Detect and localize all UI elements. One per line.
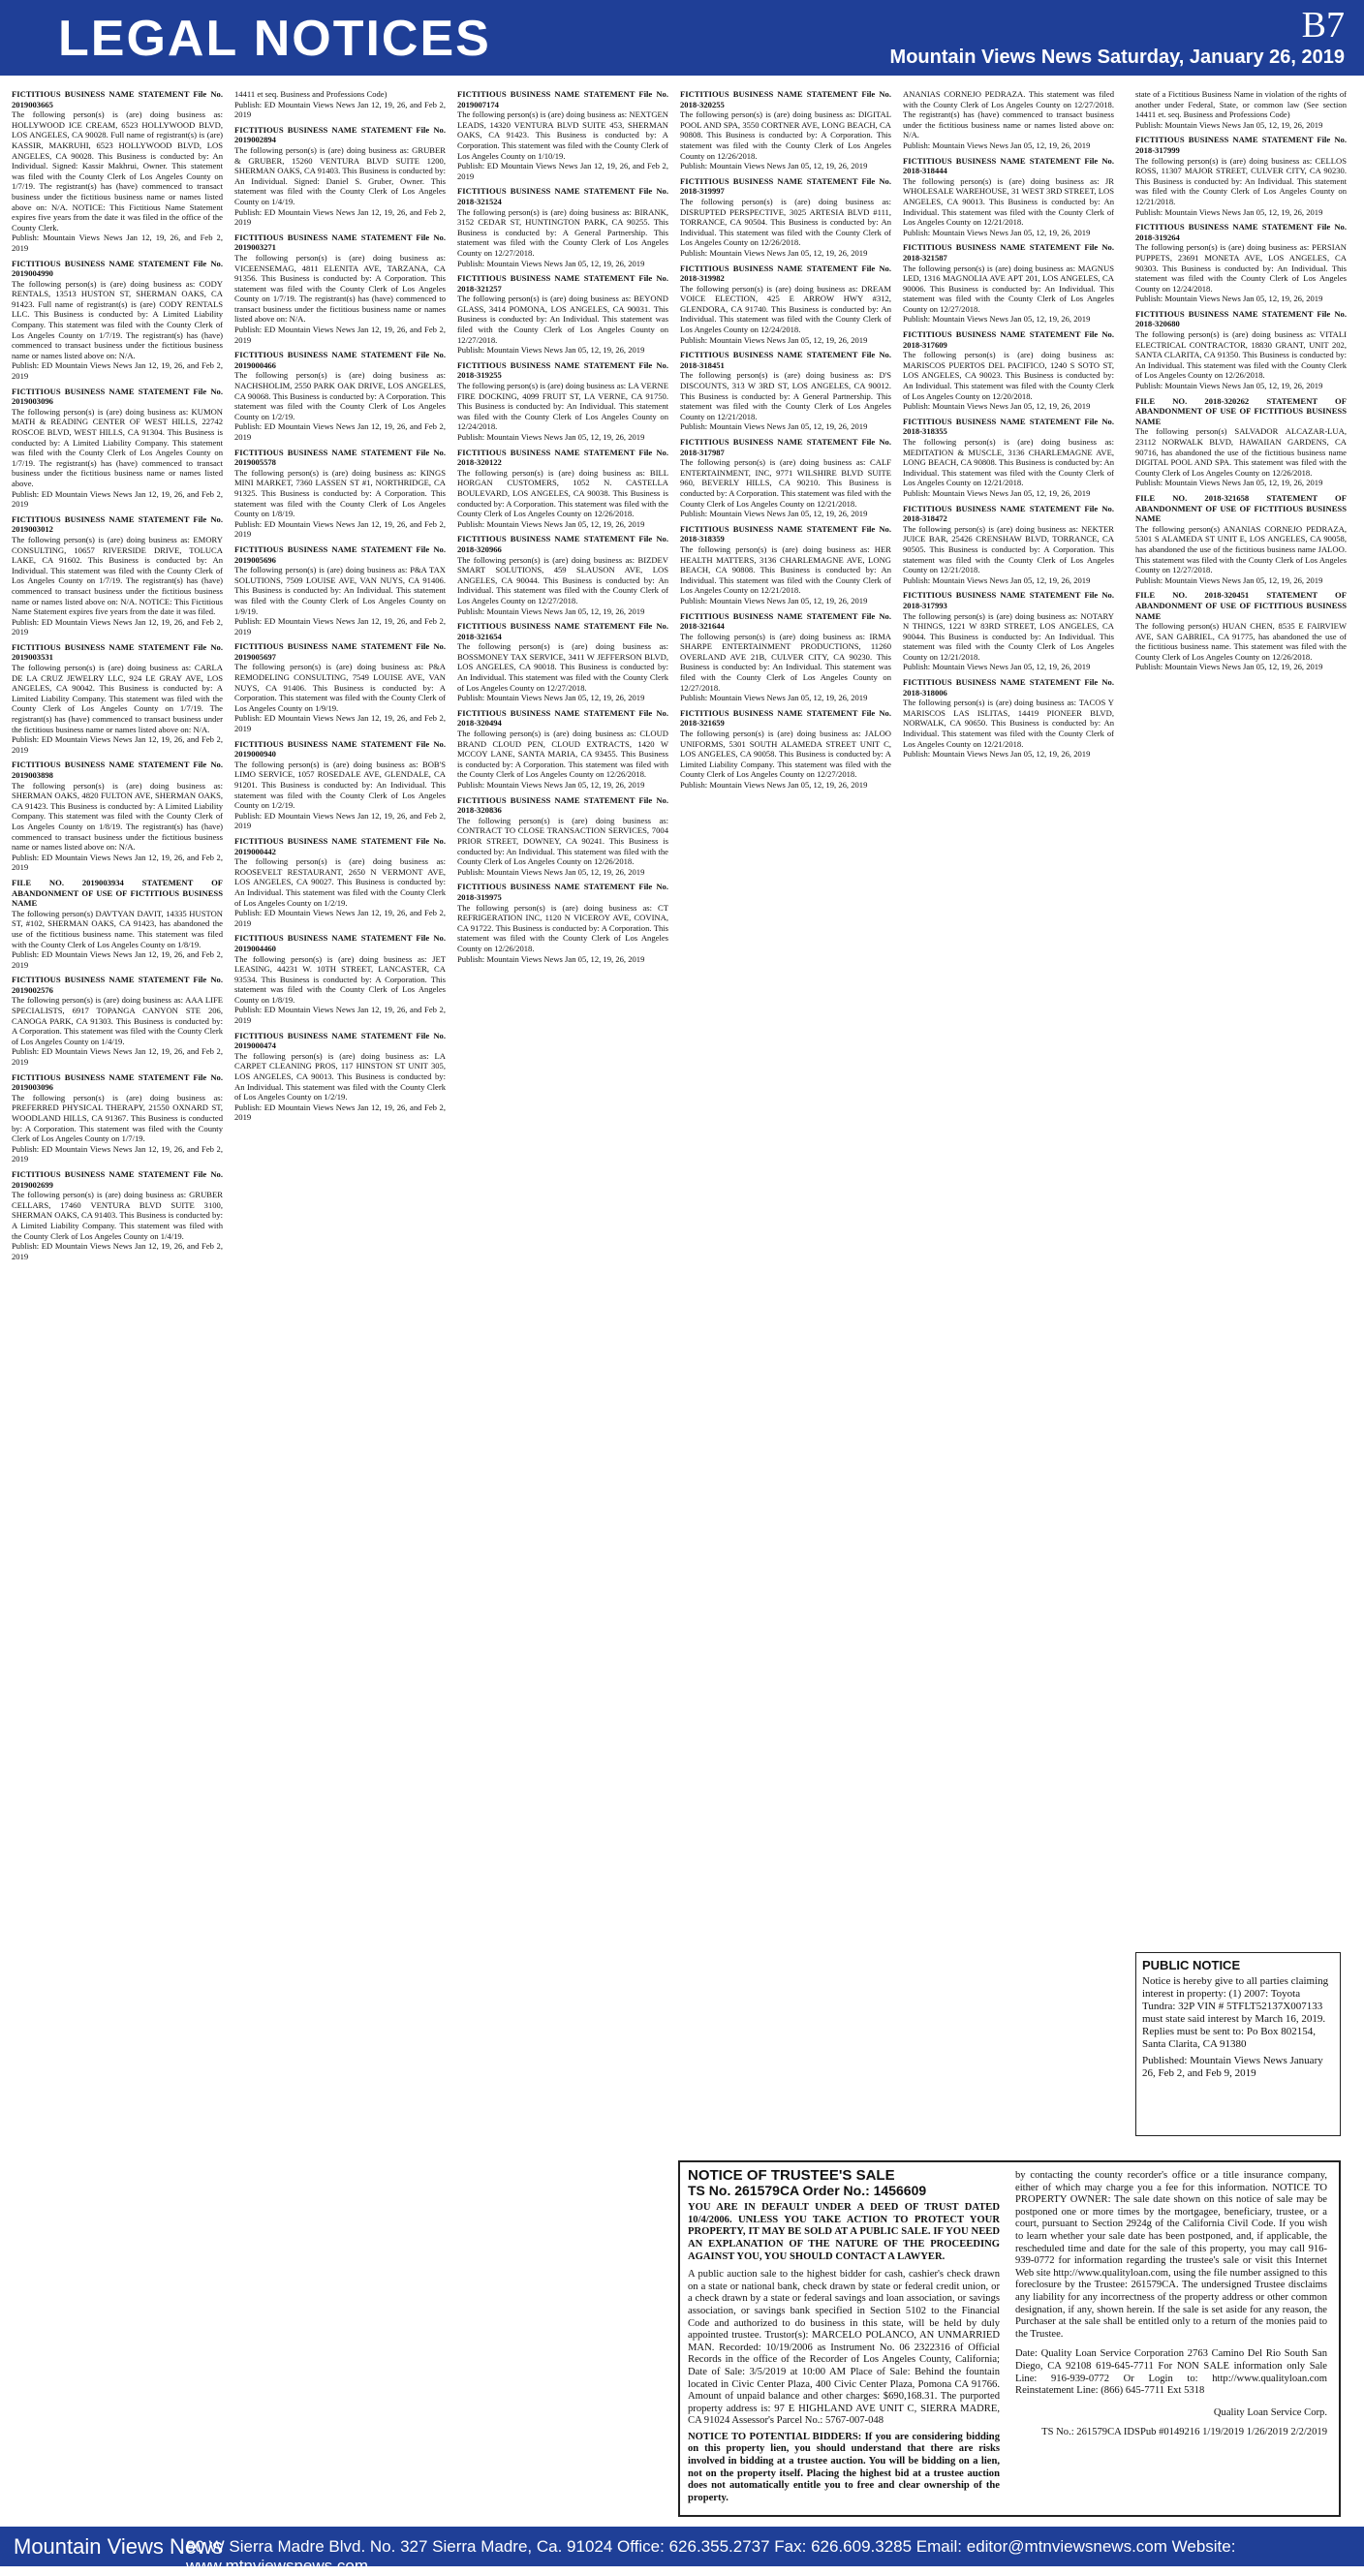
notice-heading: FICTITIOUS BUSINESS NAME STATEMENT File No. 2018-321644 bbox=[680, 610, 891, 632]
notice-heading: FICTITIOUS BUSINESS NAME STATEMENT File No. 2018-319255 bbox=[457, 359, 668, 381]
legal-notice bbox=[234, 125, 446, 228]
legal-notice bbox=[1135, 222, 1347, 304]
notice-heading: FICTITIOUS BUSINESS NAME STATEMENT File No. 2019003531 bbox=[12, 641, 223, 663]
notice-publish: Publish: Mountain Views News Jan 05, 12, 19, 26, 2019 bbox=[903, 140, 1091, 150]
notice-publish: Publish: ED Mountain Views News Jan 12, 19, 26, and Feb 2, 2019 bbox=[234, 616, 446, 636]
notice-heading: FICTITIOUS BUSINESS NAME STATEMENT File No. 2018-317987 bbox=[680, 437, 891, 457]
notice-heading: FICTITIOUS BUSINESS NAME STATEMENT File No. 2019000466 bbox=[234, 350, 446, 370]
notice-heading: FICTITIOUS BUSINESS NAME STATEMENT File No. 2018-321587 bbox=[903, 242, 1114, 263]
notice-body: The following person(s) is (are) doing business as: CONTRACT TO CLOSE TRANSACTION SERVICES, 7004 PRIOR STREET, DOWNEY, CA 90241. This Business is conducted by: An Individual. This statement was filed with the County Clerk of Los Angeles County on 12/26/2018. bbox=[457, 815, 668, 867]
notice-body: The following person(s) is (are) doing business as: BIZDEV SMART SOLUTIONS, 459 SLAUSON AVE, LOS ANGELES, CA 90044. This Business is conducted by: An Individual. This statement was filed with the County Clerk of Los Angeles County on 12/27/2018. bbox=[457, 554, 668, 605]
notice-heading: FICTITIOUS BUSINESS NAME STATEMENT File No. 2018-318451 bbox=[680, 350, 891, 370]
notice-body: The following person(s) is (are) doing business as: JALOO UNIFORMS, 5301 SOUTH ALAMEDA STREET UNIT C, LOS ANGELES, CA 90058. This Business is conducted by: A Limited Liability Company. This statement was filed with the County Clerk of Los Angeles County on 12/27/2018. bbox=[680, 729, 891, 780]
notice-body: The following person(s) ANANIAS CORNEJO PEDRAZA, 5301 S ALAMEDA ST UNIT E, LOS ANGELES, CA 90058, has abandoned the use of the fictitious business name JALOO. This statement was filed with the County Clerk of Los Angeles County on 12/27/2018. bbox=[1135, 523, 1347, 575]
notice-body: The following person(s) is (are) doing business as: VICEENSEMAG, 4811 ELENITA AVE, TARZANA, CA 91356. This Business is conducted by: A Corporation. This statement was filed with the County Clerk of Los Angeles County on 1/7/19. The registrant(s) has (have) commenced to transact business under the fictitious business name or names listed above on: N/A. bbox=[234, 252, 446, 325]
notice-body: The following person(s) is (are) doing business as: P&A TAX SOLUTIONS, 7509 LOUISE AVE, VAN NUYS, CA 91406. This Business is conducted by: An Individual. This statement was filed with the County Clerk of Los Angeles County on 1/9/19. bbox=[234, 565, 446, 616]
notice-heading: FICTITIOUS BUSINESS NAME STATEMENT File No. 2019003012 bbox=[12, 513, 223, 535]
legal-notice bbox=[12, 642, 223, 756]
notice-publish: Publish: Mountain Views News Jan 05, 12, 19, 26, 2019 bbox=[1135, 294, 1323, 304]
notice-body: The following person(s) SALVADOR ALCAZAR-LUA, 23112 NORWALK BLVD, HAWAIIAN GARDENS, CA 90716, has abandoned the use of the fictitious business name DIGITAL POOL AND SPA. This statement was filed with the County Clerk of Los Angeles County on 12/26/2018. bbox=[1135, 426, 1347, 478]
notice-publish: Publish: Mountain Views News Jan 05, 12, 19, 26, 2019 bbox=[1135, 119, 1323, 130]
notice-body: The following person(s) is (are) doing business as: NEKTER JUICE BAR, 25426 CRENSHAW BLVD, TORRANCE, CA 90505. This Business is conducted by: A Corporation. This statement was filed with the County Clerk of Los Angeles County on 12/21/2018. bbox=[903, 523, 1114, 575]
notice-publish: Publish: Mountain Views News Jan 05, 12, 19, 26, 2019 bbox=[457, 345, 645, 356]
notice-publish: Publish: Mountain Views News Jan 12, 19, 26, and Feb 2, 2019 bbox=[12, 233, 223, 253]
notice-publish: Publish: Mountain Views News Jan 05, 12, 19, 26, 2019 bbox=[903, 314, 1091, 325]
notice-columns bbox=[12, 89, 1352, 2521]
legal-notice bbox=[12, 975, 223, 1067]
notice-body: The following person(s) is (are) doing business as: NEXTGEN LEADS, 14320 VENTURA BLVD SUITE 453, SHERMAN OAKS, CA 91423. This Business is conducted by: A Corporation. This statement was filed with the County Clerk of Los Angeles County on 1/10/19. bbox=[457, 109, 668, 161]
notice-body: The following person(s) is (are) doing business as: BIRANK, 3152 CEDAR ST, HUNTINGTON PARK, CA 90255. This Business is conducted by: A General Partnership. This statement was filed with the County Clerk of Los Angeles County on 12/27/2018. bbox=[457, 206, 668, 258]
notice-body: The following person(s) is (are) doing business as: P&A REMODELING CONSULTING, 7549 LOUISE AVE, VAN NUYS, CA 91406. This Business is conducted by: A Corporation. This statement was filed with the County Clerk of Los Angeles County on 1/9/19. bbox=[234, 662, 446, 713]
legal-notice bbox=[680, 524, 891, 606]
legal-notice bbox=[903, 677, 1114, 760]
notice-body: The following person(s) is (are) doing business as: VITALI ELECTRICAL CONTRACTOR, 18830 GRANT, UNIT 202, SANTA CLARITA, CA 91350. This Business is conducted by: An Individual. This statement was filed with the County Clerk of Los Angeles County on 12/26/2018. bbox=[1135, 329, 1347, 381]
notice-heading: FILE NO. 2019003934 STATEMENT OF ABANDONMENT OF USE OF FICTITIOUS BUSINESS NAME bbox=[12, 877, 223, 909]
notice-heading: FICTITIOUS BUSINESS NAME STATEMENT File No. 2018-320966 bbox=[457, 534, 668, 554]
legal-notice bbox=[903, 242, 1114, 325]
notice-body: The following person(s) is (are) doing business as: JET LEASING, 44231 W. 10TH STREET, LANCASTER, CA 93534. This Business is conducted by: A Corporation. This statement was filed with the County Clerk of Los Angeles County on 1/8/19. bbox=[234, 953, 446, 1005]
notice-publish: Publish: ED Mountain Views News Jan 12, 19, 26, and Feb 2, 2019 bbox=[12, 360, 223, 382]
notice-publish: Publish: Mountain Views News Jan 05, 12, 19, 26, 2019 bbox=[457, 432, 645, 442]
notice-body: The following person(s) is (are) doing business as: MAGNUS LED, 1316 MAGNOLIA AVE APT 201, LOS ANGELES, CA 90006. This Business is conducted by: An Individual. This statement was filed with the County Clerk of Los Angeles County on 12/27/2018. bbox=[903, 263, 1114, 314]
notice-body: The following person(s) is (are) doing business as: CODY RENTALS, 13513 HUSTON ST, SHERMAN OAKS, CA 91423. Full name of registrant(s) is (are) CODY RENTALS LLC. This Business is conducted by: A Limited Liability Company. This statement was filed with the County Clerk of Los Angeles County on 1/7/19. The registrant(s) has (have) commenced to transact business under the fictitious business name or names listed above on: N/A. bbox=[12, 278, 223, 360]
notice-heading: FILE NO. 2018-321658 STATEMENT OF ABANDONMENT OF USE OF FICTITIOUS BUSINESS NAME bbox=[1135, 492, 1347, 524]
public-notice-heading: PUBLIC NOTICE bbox=[1142, 1958, 1241, 1972]
trustee-ts-number: TS No. 261579CA Order No.: 1456609 bbox=[688, 2182, 927, 2198]
trustee-warning: YOU ARE IN DEFAULT UNDER A DEED OF TRUST DATED 10/4/2006. UNLESS YOU TAKE ACTION TO PROTECT YOUR PROPERTY, IT MAY BE SOLD AT A PUBLIC SALE. IF YOU NEED AN EXPLANATION OF THE NATURE OF THE PROCEEDING AGAINST YOU, YOU SHOULD CONTACT A LAWYER. bbox=[688, 2202, 1000, 2262]
legal-notice bbox=[903, 504, 1114, 586]
legal-notice bbox=[680, 437, 891, 519]
trustee-col-1 bbox=[688, 2167, 1000, 2504]
notice-heading: FICTITIOUS BUSINESS NAME STATEMENT File No. 2018-317609 bbox=[903, 329, 1114, 350]
footer-paper-name: Mountain Views News bbox=[14, 2534, 224, 2559]
notice-heading: FICTITIOUS BUSINESS NAME STATEMENT File No. 2018-318359 bbox=[680, 523, 891, 544]
notice-heading: FICTITIOUS BUSINESS NAME STATEMENT File No. 2018-319975 bbox=[457, 882, 668, 902]
notice-body: The following person(s) DAVTYAN DAVIT, 14335 HUSTON ST, #102, SHERMAN OAKS, CA 91423, has abandoned the use of the fictitious business name. This statement was filed with the County Clerk of Los Angeles County on 1/8/19. bbox=[12, 908, 223, 949]
notice-publish: Publish: ED Mountain Views News Jan 12, 19, 26, and Feb 2, 2019 bbox=[234, 1005, 446, 1026]
notice-publish: Publish: Mountain Views News Jan 05, 12, 19, 26, 2019 bbox=[680, 693, 868, 703]
legal-notice bbox=[234, 233, 446, 346]
notice-body: The following person(s) is (are) doing business as: BOSSMONEY TAX SERVICE, 3411 W JEFFERSON BLVD, LOS ANGELES, CA 90018. This Business is conducted by: An Individual. This statement was filed with the County Clerk of Los Angeles County on 12/27/2018. bbox=[457, 641, 668, 693]
legal-notice bbox=[903, 417, 1114, 499]
notice-publish: Publish: Mountain Views News Jan 05, 12, 19, 26, 2019 bbox=[903, 574, 1091, 585]
notice-publish: Publish: Mountain Views News Jan 05, 12, 19, 26, 2019 bbox=[680, 780, 868, 790]
notice-publish: Publish: Mountain Views News Jan 05, 12, 19, 26, 2019 bbox=[903, 749, 1091, 760]
notice-publish: Publish: Mountain Views News Jan 05, 12, 19, 26, 2019 bbox=[1135, 574, 1323, 585]
legal-notice bbox=[457, 89, 668, 181]
notice-publish: Publish: Mountain Views News Jan 05, 12, 19, 26, 2019 bbox=[457, 605, 645, 616]
notice-body: The following person(s) is (are) doing business as: DISRUPTED PERSPECTIVE, 3025 ARTESIA BLVD #111, TORRANCE, CA 90504. This Business is conducted by: An Individual. This statement was filed with the County Clerk of Los Angeles County on 12/26/2018. bbox=[680, 196, 891, 248]
notice-publish: Publish: ED Mountain Views News Jan 12, 19, 26, and Feb 2, 2019 bbox=[12, 616, 223, 637]
notice-publish: Publish: ED Mountain Views News Jan 12, 19, 26, and Feb 2, 2019 bbox=[234, 421, 446, 442]
notice-publish: Publish: ED Mountain Views News Jan 12, 19, 26, and Feb 2, 2019 bbox=[234, 1102, 446, 1123]
legal-notice bbox=[903, 329, 1114, 412]
legal-notice bbox=[1135, 89, 1347, 130]
notice-heading: FICTITIOUS BUSINESS NAME STATEMENT File No. 2018-318472 bbox=[903, 503, 1114, 524]
notice-body: The following person(s) is (are) doing business as: BILL HORGAN CUSTOMERS, 1052 N. CASTELLA BOULEVARD, LOS ANGELES, CA 90038. This Business is conducted by: A Corporation. This statement was filed with the County Clerk of Los Angeles County on 12/26/2018. bbox=[457, 467, 668, 519]
issue-line: Mountain Views News Saturday, January 26, 2019 bbox=[889, 47, 1345, 68]
notice-publish: Publish: Mountain Views News Jan 05, 12, 19, 26, 2019 bbox=[680, 595, 868, 605]
notice-publish: Publish: Mountain Views News Jan 05, 12, 19, 26, 2019 bbox=[680, 161, 868, 171]
legal-notice bbox=[12, 89, 223, 254]
notice-publish: Publish: ED Mountain Views News Jan 12, 19, 26, and Feb 2, 2019 bbox=[234, 206, 446, 228]
legal-notice bbox=[12, 387, 223, 510]
public-notice-box bbox=[1135, 1952, 1341, 2136]
notice-body: The following person(s) is (are) doing business as: CALF ENTERTAINMENT, INC, 9771 WILSHIRE BLVD SUITE 960, BEVERLY HILLS, CA 90210. This Business is conducted by: A Corporation. This statement was filed with the County Clerk of Los Angeles County on 12/21/2018. bbox=[680, 457, 891, 509]
legal-notice bbox=[680, 264, 891, 346]
trustee-sale-notice bbox=[678, 2160, 1341, 2517]
legal-notice bbox=[12, 514, 223, 637]
notice-heading: FICTITIOUS BUSINESS NAME STATEMENT File No. 2018-318006 bbox=[903, 677, 1114, 698]
notice-heading: FICTITIOUS BUSINESS NAME STATEMENT File No. 2018-319982 bbox=[680, 263, 891, 284]
legal-notice bbox=[234, 1031, 446, 1123]
notice-publish: Publish: ED Mountain Views News Jan 12, 19, 26, and Feb 2, 2019 bbox=[12, 1046, 223, 1068]
notice-heading: FICTITIOUS BUSINESS NAME STATEMENT File No. 2019002699 bbox=[12, 1168, 223, 1190]
notice-publish: Publish: Mountain Views News Jan 05, 12, 19, 26, 2019 bbox=[457, 866, 645, 877]
notice-body: The following person(s) is (are) doing business as: NOTARY N THINGS, 1221 W 83RD STREET, LOS ANGELES, CA 90044. This Business is conducted by: An Individual. This statement was filed with the County Clerk of Los Angeles County on 12/21/2018. bbox=[903, 610, 1114, 662]
notice-heading: FICTITIOUS BUSINESS NAME STATEMENT File No. 2019002894 bbox=[234, 124, 446, 145]
page-footer bbox=[0, 2527, 1364, 2575]
notice-heading: FICTITIOUS BUSINESS NAME STATEMENT File No. 2018-320494 bbox=[457, 707, 668, 729]
notice-heading: FICTITIOUS BUSINESS NAME STATEMENT File No. 2018-321257 bbox=[457, 273, 668, 294]
notice-publish: Publish: ED Mountain Views News Jan 12, 19, 26, and Feb 2, 2019 bbox=[234, 908, 446, 928]
legal-notice bbox=[457, 360, 668, 443]
legal-notice bbox=[234, 350, 446, 442]
legal-notice bbox=[12, 1169, 223, 1261]
notice-publish: Publish: Mountain Views News Jan 05, 12, 19, 26, 2019 bbox=[680, 509, 868, 519]
legal-notice bbox=[234, 448, 446, 540]
notice-heading: FICTITIOUS BUSINESS NAME STATEMENT File No. 2019002576 bbox=[12, 975, 223, 995]
legal-notice bbox=[680, 611, 891, 703]
notice-publish: Publish: ED Mountain Views News Jan 12, 19, 26, and Feb 2, 2019 bbox=[234, 325, 446, 345]
legal-notice bbox=[903, 590, 1114, 672]
legal-notice bbox=[680, 708, 891, 791]
trustee-potential-bidders: NOTICE TO POTENTIAL BIDDERS: If you are considering bidding on this property lien, you should understand that there are risks involved in bidding at a trustee auction. You will be bidding on a lien, not on the property itself. Placing the highest bid at a trustee auction does not automatically entitle you to free and clear ownership of the property. bbox=[688, 2431, 1000, 2503]
notice-publish: Publish: ED Mountain Views News Jan 12, 19, 26, and Feb 2, 2019 bbox=[234, 518, 446, 540]
notice-publish: Publish: Mountain Views News Jan 05, 12, 19, 26, 2019 bbox=[680, 334, 868, 345]
notice-heading: FICTITIOUS BUSINESS NAME STATEMENT File No. 2018-320836 bbox=[457, 794, 668, 816]
notice-body: The following person(s) HUAN CHEN, 8535 E FAIRVIEW AVE, SAN GABRIEL, CA 91775, has abandoned the use of the fictitious business name. This statement was filed with the County Clerk of Los Angeles County on 12/26/2018. bbox=[1135, 621, 1347, 662]
legal-notice bbox=[457, 795, 668, 878]
notice-heading: FICTITIOUS BUSINESS NAME STATEMENT File No. 2018-321659 bbox=[680, 707, 891, 729]
notice-body: state of a Fictitious Business Name in violation of the rights of another under Federal, State, or common law (See section 14411 et. seq. Business and Professions Code) bbox=[1135, 89, 1347, 120]
notice-body: The following person(s) is (are) doing business as: GRUBER & GRUBER, 15260 VENTURA BLVD SUITE 1200, SHERMAN OAKS, CA 91403. This Business is conducted by: An Individual. Signed: Daniel S. Gruber, Owner. This statement was filed with the County Clerk of Los Angeles County on 1/4/19. bbox=[234, 144, 446, 206]
notice-heading: FICTITIOUS BUSINESS NAME STATEMENT File No. 2019003898 bbox=[12, 760, 223, 780]
notice-body: The following person(s) is (are) doing business as: HOLLYWOOD ICE CREAM, 6523 HOLLYWOOD BLVD, LOS ANGELES, CA 90028. Full name of registrant(s) is (are) KASSIR, MAKRUHI, 6523 HOLLYWOOD BLVD, LOS ANGELES, CA 90028. This Business is conducted by: An Individual. Signed: Kassir Makhrui, Owner. This statement was filed with the County Clerk of Los Angeles County on 1/7/19. The registrant(s) has (have) commenced to transact business under the fictitious business name or names listed above on: N/A. NOTICE: This Fictitious Name Statement expires five years from the date it was filed in the office of the County Clerk. bbox=[12, 109, 223, 233]
notice-heading: FICTITIOUS BUSINESS NAME STATEMENT File No. 2019003096 bbox=[12, 386, 223, 407]
notice-publish: Publish: ED Mountain Views News Jan 12, 19, 26, and Feb 2, 2019 bbox=[12, 949, 223, 970]
trustee-col-2 bbox=[1015, 2170, 1327, 2439]
legal-notice bbox=[903, 156, 1114, 238]
notice-body: The following person(s) is (are) doing business as: JR WHOLESALE WAREHOUSE, 31 WEST 3RD STREET, LOS ANGELES, CA 90013. This Business is conducted by: An Individual. This statement was filed with the County Clerk of Los Angeles County on 12/21/2018. bbox=[903, 175, 1114, 228]
notice-publish: Publish: Mountain Views News Jan 05, 12, 19, 26, 2019 bbox=[680, 247, 868, 258]
footer-address: 80 W Sierra Madre Blvd. No. 327 Sierra Madre, Ca. 91024 Office: 626.355.2737 Fax: 626.609.3285 Email: editor@mtnviewsnews.com Website: www.mtnviewsnews.com bbox=[186, 2537, 1236, 2575]
notice-body: The following person(s) is (are) doing business as: AAA LIFE SPECIALISTS, 6917 TOPANGA CANYON STE 206, CANOGA PARK, CA 91303. This Business is conducted by: A Corporation. This statement was filed with the County Clerk of Los Angeles County on 1/4/19. bbox=[12, 995, 223, 1046]
legal-notice bbox=[457, 708, 668, 791]
notice-heading: FICTITIOUS BUSINESS NAME STATEMENT File No. 2019004990 bbox=[12, 258, 223, 279]
legal-notice bbox=[234, 544, 446, 636]
public-notice-publish: Published: Mountain Views News January 26, Feb 2, and Feb 9, 2019 bbox=[1142, 2055, 1323, 2079]
notice-body: The following person(s) is (are) doing business as: DREAM VOICE ELECTION, 425 E ARROW HWY #312, GLENDORA, CA 91740. This Business is conducted by: An Individual. This statement was filed with the County Clerk of Los Angeles County on 12/24/2018. bbox=[680, 283, 891, 335]
legal-notice bbox=[680, 350, 891, 432]
notice-body: The following person(s) is (are) doing business as: PREFERRED PHYSICAL THERAPY, 21550 OXNARD ST, WOODLAND HILLS, CA 91367. This Business is conducted by: A Corporation. This statement was filed with the County Clerk of Los Angeles County on 1/7/19. bbox=[12, 1092, 223, 1144]
legal-notice bbox=[12, 259, 223, 382]
notice-publish: Publish: ED Mountain Views News Jan 12, 19, 26, and Feb 2, 2019 bbox=[234, 713, 446, 734]
notice-body: The following person(s) is (are) doing business as: PERSIAN PUPPETS, 23691 MONETA AVE, LOS ANGELES, CA 90303. This Business is conducted by: An Individual. This statement was filed with the County Clerk of Los Angeles County on 12/24/2018. bbox=[1135, 242, 1347, 294]
column-3 bbox=[457, 89, 668, 2521]
notice-publish: Publish: ED Mountain Views News Jan 12, 19, 26, and Feb 2, 2019 bbox=[234, 810, 446, 831]
notice-publish: Publish: Mountain Views News Jan 05, 12, 19, 26, 2019 bbox=[903, 487, 1091, 498]
notice-heading: FICTITIOUS BUSINESS NAME STATEMENT File No. 2018-317999 bbox=[1135, 135, 1347, 155]
notice-publish: Publish: Mountain Views News Jan 05, 12, 19, 26, 2019 bbox=[457, 258, 645, 268]
column-5 bbox=[903, 89, 1114, 2521]
notice-publish: Publish: ED Mountain Views News Jan 12, 19, 26, and Feb 2, 2019 bbox=[12, 488, 223, 510]
notice-body: The following person(s) is (are) doing business as: BOB'S LIMO SERVICE, 1057 ROSEDALE AVE, GLENDALE, CA 91201. This Business is conducted by: An Individual. This statement was filed with the County Clerk of Los Angeles County on 1/2/19. bbox=[234, 759, 446, 811]
trustee-contact: Date: Quality Loan Service Corporation 2763 Camino Del Rio South San Diego, CA 92108 619-645-7711 For NON SALE information only Sale Line: 916-939-0772 Or Login to: http://www.qualityloan.com Reinstatement Line: (866) 645-7711 Ext 5318 bbox=[1015, 2348, 1327, 2397]
legal-notice bbox=[12, 1072, 223, 1164]
notice-heading: FICTITIOUS BUSINESS NAME STATEMENT File No. 2018-318444 bbox=[903, 155, 1114, 176]
notice-body: The following person(s) is (are) doing business as: LA VERNE FIRE DOCKING, 4099 FRUIT ST, LA VERNE, CA 91750. This Business is conducted by: An Individual. This statement was filed with the County Clerk of Los Angeles County on 12/24/2018. bbox=[457, 381, 668, 432]
column-2 bbox=[234, 89, 446, 2521]
legal-notice bbox=[903, 89, 1114, 151]
notice-heading: FICTITIOUS BUSINESS NAME STATEMENT File No. 2018-317993 bbox=[903, 590, 1114, 610]
notice-heading: FICTITIOUS BUSINESS NAME STATEMENT File No. 2019005697 bbox=[234, 641, 446, 662]
notice-heading: FILE NO. 2018-320262 STATEMENT OF ABANDONMENT OF USE OF FICTITIOUS BUSINESS NAME bbox=[1135, 395, 1347, 426]
notice-body: The following person(s) is (are) doing business as: EMORY CONSULTING, 10657 RIVERSIDE DRIVE, TOLUCA LAKE, CA 91602. This Business is conducted by: An Individual. This statement was filed with the County Clerk of Los Angeles County on 1/7/19. The registrant(s) has (have) commenced to transact business under the fictitious business name or names listed above on: N/A. NOTICE: This Fictitious Name Statement expires five years from the date it was filed. bbox=[12, 534, 223, 617]
legal-notice bbox=[457, 882, 668, 964]
column-6 bbox=[1135, 89, 1347, 1930]
notice-body: The following person(s) is (are) doing business as: IRMA SHARPE ENTERTAINMENT PRODUCTIONS, 11260 OVERLAND AVE 21B, CULVER CITY, CA 90230. This Business is conducted by: An Individual. This statement was filed with the County Clerk of Los Angeles County on 12/27/2018. bbox=[680, 631, 891, 693]
notice-heading: FICTITIOUS BUSINESS NAME STATEMENT File No. 2019005696 bbox=[234, 543, 446, 565]
legal-notice bbox=[1135, 590, 1347, 672]
notice-publish: Publish: Mountain Views News Jan 05, 12, 19, 26, 2019 bbox=[457, 780, 645, 790]
legal-notice bbox=[234, 933, 446, 1025]
notice-heading: FICTITIOUS BUSINESS NAME STATEMENT File No. 2019003271 bbox=[234, 232, 446, 253]
notice-body: The following person(s) is (are) doing business as: GRUBER CELLARS, 17460 VENTURA BLVD SUITE 3100, SHERMAN OAKS, CA 91403. This Business is conducted by: A Limited Liability Company. This statement was filed with the County Clerk of Los Angeles County on 1/4/19. bbox=[12, 1190, 223, 1241]
notice-heading: FICTITIOUS BUSINESS NAME STATEMENT File No. 2019004460 bbox=[234, 933, 446, 953]
legal-notice bbox=[457, 534, 668, 616]
legal-notice bbox=[457, 273, 668, 356]
notice-heading: FICTITIOUS BUSINESS NAME STATEMENT File No. 2018-320122 bbox=[457, 447, 668, 468]
notice-publish: Publish: Mountain Views News Jan 05, 12, 19, 26, 2019 bbox=[457, 518, 645, 529]
notice-heading: FICTITIOUS BUSINESS NAME STATEMENT File No. 2019005578 bbox=[234, 447, 446, 468]
notice-publish: Publish: Mountain Views News Jan 05, 12, 19, 26, 2019 bbox=[903, 662, 1091, 672]
notice-publish: Publish: ED Mountain Views News Jan 12, 19, 26, and Feb 2, 2019 bbox=[457, 161, 668, 181]
legal-notice bbox=[1135, 396, 1347, 488]
legal-notice bbox=[680, 89, 891, 171]
notice-body: The following person(s) is (are) doing business as: D'S DISCOUNTS, 313 W 3RD ST, LOS ANGELES, CA 90012. This Business is conducted by: A General Partnership. This statement was filed with the County Clerk of Los Angeles County on 12/21/2018. bbox=[680, 370, 891, 421]
notice-heading: FICTITIOUS BUSINESS NAME STATEMENT File No. 2019003096 bbox=[12, 1071, 223, 1093]
notice-heading: FICTITIOUS BUSINESS NAME STATEMENT File No. 2019000474 bbox=[234, 1030, 446, 1051]
notice-body: The following person(s) is (are) doing business as: KUMON MATH & READING CENTER OF WEST HILLS, 22742 ROSCOE BLVD, WEST HILLS, CA 91304. This Business is conducted by: A Limited Liability Company. This statement was filed with the County Clerk of Los Angeles County on 1/7/19. The registrant(s) has (have) commenced to transact business under the fictitious business name or names listed above. bbox=[12, 406, 223, 488]
notice-publish: Publish: Mountain Views News Jan 05, 12, 19, 26, 2019 bbox=[457, 693, 645, 703]
notice-body: The following person(s) is (are) doing business as: NACHSHOLIM, 2550 PARK OAK DRIVE, LOS ANGELES, CA 90068. This Business is conducted by: A Corporation. This statement was filed with the County Clerk of Los Angeles County on 1/2/19. bbox=[234, 370, 446, 421]
legal-notice bbox=[457, 186, 668, 268]
notice-publish: Publish: Mountain Views News Jan 05, 12, 19, 26, 2019 bbox=[1135, 478, 1323, 488]
notice-body: The following person(s) is (are) doing business as: HER HEALTH MATTERS, 3136 CHARLEMAGNE AVE, LONG BEACH, CA 90808. This Business is conducted by: An Individual. This statement was filed with the County Clerk of Los Angeles County on 12/21/2018. bbox=[680, 543, 891, 596]
trustee-body: A public auction sale to the highest bidder for cash, cashier's check drawn on a state or national bank, check drawn by state or federal credit union, or a check drawn by a state or federal savings and loan association, or savings association, or savings bank specified in Section 5102 to the Financial Code and authorized to do business in this state, will be held by duly appointed trustee. Trustor(s): MARCELO POLANCO, AN UNMARRIED MAN. Recorded: 10/19/2006 as Instrument No. 06 2322316 of Official Records in the office of the Recorder of Los Angeles County, California; Date of Sale: 3/5/2019 at 10:00 AM Place of Sale: Behind the fountain located in Civic Center Plaza, 400 Civic Center Plaza, Pomona CA 91766. Amount of unpaid balance and other charges: $690,168.31. The purported property address is: 97 E HIGHLAND AVE UNIT C, SIERRA MADRE, CA 91024 Assessor's Parcel No.: 5767-007-048 bbox=[688, 2269, 1000, 2427]
notice-body: The following person(s) is (are) doing business as: CT REFRIGERATION INC, 1120 N VICEROY AVE, COVINA, CA 91722. This Business is conducted by: A Corporation. This statement was filed with the County Clerk of Los Angeles County on 12/26/2018. bbox=[457, 902, 668, 953]
legal-notice bbox=[234, 739, 446, 831]
legal-notice bbox=[234, 89, 446, 120]
notice-publish: Publish: ED Mountain Views News Jan 12, 19, 26, and Feb 2, 2019 bbox=[12, 1241, 223, 1261]
notice-body: The following person(s) is (are) doing business as: ROOSEVELT RESTAURANT, 2650 N VERMONT AVE, LOS ANGELES, CA 90027. This Business is conducted by: An Individual. This statement was filed with the County Clerk of Los Angeles County on 1/2/19. bbox=[234, 856, 446, 908]
notice-publish: Publish: Mountain Views News Jan 05, 12, 19, 26, 2019 bbox=[680, 421, 868, 432]
notice-body: The following person(s) is (are) doing business as: CARLA DE LA CRUZ JEWELRY LLC, 924 LE GRAY AVE, LOS ANGELES, CA 90042. This Business is conducted by: A Limited Liability Company. This statement was filed with the County Clerk of Los Angeles County on 1/7/19. The registrant(s) has (have) commenced to transact business under the fictitious business name or names listed above on: N/A. bbox=[12, 663, 223, 734]
notice-publish: Publish: ED Mountain Views News Jan 12, 19, 26, and Feb 2, 2019 bbox=[12, 852, 223, 873]
notice-body: The following person(s) is (are) doing business as: KINGS MINI MARKET, 7360 LASSEN ST #1, NORTHRIDGE, CA 91325. This Business is conducted by: A Corporation. This statement was filed with the County Clerk of Los Angeles County on 1/8/19. bbox=[234, 467, 446, 519]
trustee-heading: NOTICE OF TRUSTEE'S SALE bbox=[688, 2167, 895, 2184]
notice-heading: FICTITIOUS BUSINESS NAME STATEMENT File No. 2019000940 bbox=[234, 738, 446, 760]
notice-heading: FICTITIOUS BUSINESS NAME STATEMENT File No. 2018-319997 bbox=[680, 175, 891, 197]
notice-heading: FILE NO. 2018-320451 STATEMENT OF ABANDONMENT OF USE OF FICTITIOUS BUSINESS NAME bbox=[1135, 590, 1347, 621]
notice-heading: FICTITIOUS BUSINESS NAME STATEMENT File No. 2018-320255 bbox=[680, 89, 891, 109]
notice-publish: Publish: Mountain Views News Jan 05, 12, 19, 26, 2019 bbox=[903, 401, 1091, 412]
notice-publish: Publish: ED Mountain Views News Jan 12, 19, 26, and Feb 2, 2019 bbox=[234, 99, 446, 120]
notice-heading: FICTITIOUS BUSINESS NAME STATEMENT File No. 2018-321524 bbox=[457, 186, 668, 206]
trustee-body-2: by contacting the county recorder's office or a title insurance company, either of which may charge you a fee for this information. NOTICE TO PROPERTY OWNER: The sale date shown on this notice of sale may be postponed one or more times by the mortgagee, beneficiary, trustee, or a court, pursuant to Section 2924g of the California Civil Code. If you wish to learn whether your sale date has been postponed, and, if applicable, the rescheduled time and date for the sale of this property, you may call 916-939-0772 for information regarding the trustee's sale or visit this Internet Web site http://www.qualityloan.com, using the file number assigned to this foreclosure by the Trustee: 261579CA. The undersigned Trustee disclaims any liability for any incorrectness of the property address or other common designation, if any, shown herein. If the sale is set aside for any reason, the Purchaser at the sale shall be entitled only to a return of the monies paid to the Trustee. bbox=[1015, 2170, 1327, 2340]
notice-publish: Publish: ED Mountain Views News Jan 12, 19, 26, and Feb 2, 2019 bbox=[12, 1143, 223, 1164]
notice-body: The following person(s) is (are) doing business as: DIGITAL POOL AND SPA, 3550 CORTNER AVE, LONG BEACH, CA 90808. This Business is conducted by: A Corporation. This statement was filed with the County Clerk of Los Angeles County on 12/26/2018. bbox=[680, 109, 891, 161]
legal-notice bbox=[457, 448, 668, 530]
notice-heading: FICTITIOUS BUSINESS NAME STATEMENT File No. 2018-321654 bbox=[457, 621, 668, 641]
notice-heading: FICTITIOUS BUSINESS NAME STATEMENT File No. 2019003665 bbox=[12, 89, 223, 109]
notice-body: The following person(s) is (are) doing business as: MARISCOS PUERTOS DEL PACIFICO, 1240 S SOTO ST, LOS ANGELES, CA 90023. This Business is conducted by: An Individual. This statement was filed with the County Clerk of Los Angeles County on 12/20/2018. bbox=[903, 350, 1114, 401]
notice-heading: FICTITIOUS BUSINESS NAME STATEMENT File No. 2019000442 bbox=[234, 835, 446, 856]
notice-body: ANANIAS CORNEJO PEDRAZA. This statement was filed with the County Clerk of Los Angeles County on 12/27/2018. The registrant(s) has (have) commenced to transact business under the fictitious business name or names listed above on: N/A. bbox=[903, 89, 1114, 140]
page-number: B7 bbox=[1301, 5, 1345, 46]
legal-notice bbox=[1135, 493, 1347, 585]
notice-body: The following person(s) is (are) doing business as: LA CARPET CLEANING PROS, 117 HINSTON ST UNIT 305, LOS ANGELES, CA 90013. This Business is conducted by: An Individual. This statement was filed with the County Clerk of Los Angeles County on 1/2/19. bbox=[234, 1050, 446, 1102]
notice-publish: Publish: Mountain Views News Jan 05, 12, 19, 26, 2019 bbox=[1135, 662, 1323, 672]
public-notice-body: Notice is hereby give to all parties claiming interest in property: (1) 2007: Toyota Tundra: 32P VIN # 5TFLT52137X007133 must state said interest by March 16, 2019. Replies must be sent to: Po Box 802154, Santa Clarita, CA 91380 bbox=[1142, 1975, 1329, 2050]
page-header bbox=[0, 0, 1364, 76]
legal-notice bbox=[12, 878, 223, 970]
notice-body: The following person(s) is (are) doing business as: MEDITATION & MUSCLE, 3136 CHARLEMAGNE AVE, LONG BEACH, CA 90808. This Business is conducted by: An Individual. This statement was filed with the County Clerk of Los Angeles County on 12/21/2018. bbox=[903, 437, 1114, 488]
notice-publish: Publish: Mountain Views News Jan 05, 12, 19, 26, 2019 bbox=[903, 227, 1091, 237]
notice-body: 14411 et seq. Business and Professions Code) bbox=[234, 89, 388, 99]
legal-notice bbox=[234, 641, 446, 733]
column-4 bbox=[680, 89, 891, 2521]
notice-body: The following person(s) is (are) doing business as: CLOUD BRAND CLOUD PEN, CLOUD EXTRACTS, 1420 W MCCOY LANE, SANTA MARIA, CA 93455. This Business is conducted by: A Corporation. This statement was filed with the County Clerk of Los Angeles County on 12/26/2018. bbox=[457, 729, 668, 780]
legal-notice bbox=[234, 836, 446, 928]
notice-heading: FICTITIOUS BUSINESS NAME STATEMENT File No. 2018-320680 bbox=[1135, 308, 1347, 329]
notice-body: The following person(s) is (are) doing business as: BEYOND GLASS, 3414 POMONA, LOS ANGELES, CA 90031. This Business is conducted by: An Individual. This statement was filed with the County Clerk of Los Angeles County on 12/27/2018. bbox=[457, 294, 668, 345]
notice-body: The following person(s) is (are) doing business as: CELLOS ROSS, 11307 MAJOR STREET, CULVER CITY, CA 90230. This Business is conducted by: An Individual. This statement was filed with the County Clerk of Los Angeles County on 12/21/2018. bbox=[1135, 155, 1347, 206]
legal-notice bbox=[12, 760, 223, 873]
legal-notice bbox=[457, 621, 668, 703]
notice-publish: Publish: ED Mountain Views News Jan 12, 19, 26, and Feb 2, 2019 bbox=[12, 734, 223, 755]
notice-publish: Publish: Mountain Views News Jan 05, 12, 19, 26, 2019 bbox=[457, 953, 645, 964]
section-title: LEGAL NOTICES bbox=[58, 11, 491, 67]
notice-heading: FICTITIOUS BUSINESS NAME STATEMENT File No. 2019007174 bbox=[457, 89, 668, 109]
trustee-corp: Quality Loan Service Corp. bbox=[1213, 2406, 1327, 2418]
notice-heading: FICTITIOUS BUSINESS NAME STATEMENT File No. 2018-319264 bbox=[1135, 222, 1347, 242]
notice-body: The following person(s) is (are) doing business as: SHERMAN OAKS, 4820 FULTON AVE, SHERMAN OAKS, CA 91423. This Business is conducted by: A Limited Liability Company. This statement was filed with the County Clerk of Los Angeles County on 1/8/19. The registrant(s) has (have) commenced to transact business under the fictitious business name or names listed above on: N/A. bbox=[12, 780, 223, 853]
notice-publish: Publish: Mountain Views News Jan 05, 12, 19, 26, 2019 bbox=[1135, 381, 1323, 391]
notice-publish: Publish: Mountain Views News Jan 05, 12, 19, 26, 2019 bbox=[1135, 206, 1323, 217]
notice-body: The following person(s) is (are) doing business as: TACOS Y MARISCOS LAS ISLITAS, 14419 PIONEER BLVD, NORWALK, CA 90650. This Business is conducted by: An Individual. This statement was filed with the County Clerk of Los Angeles County on 12/21/2018. bbox=[903, 698, 1114, 749]
legal-notice bbox=[1135, 135, 1347, 217]
legal-notice bbox=[1135, 309, 1347, 391]
trustee-ref: TS No.: 261579CA IDSPub #0149216 1/19/2019 1/26/2019 2/2/2019 bbox=[1041, 2427, 1327, 2438]
column-1 bbox=[12, 89, 223, 2521]
notice-heading: FICTITIOUS BUSINESS NAME STATEMENT File No. 2018-318355 bbox=[903, 416, 1114, 437]
legal-notice bbox=[680, 176, 891, 259]
